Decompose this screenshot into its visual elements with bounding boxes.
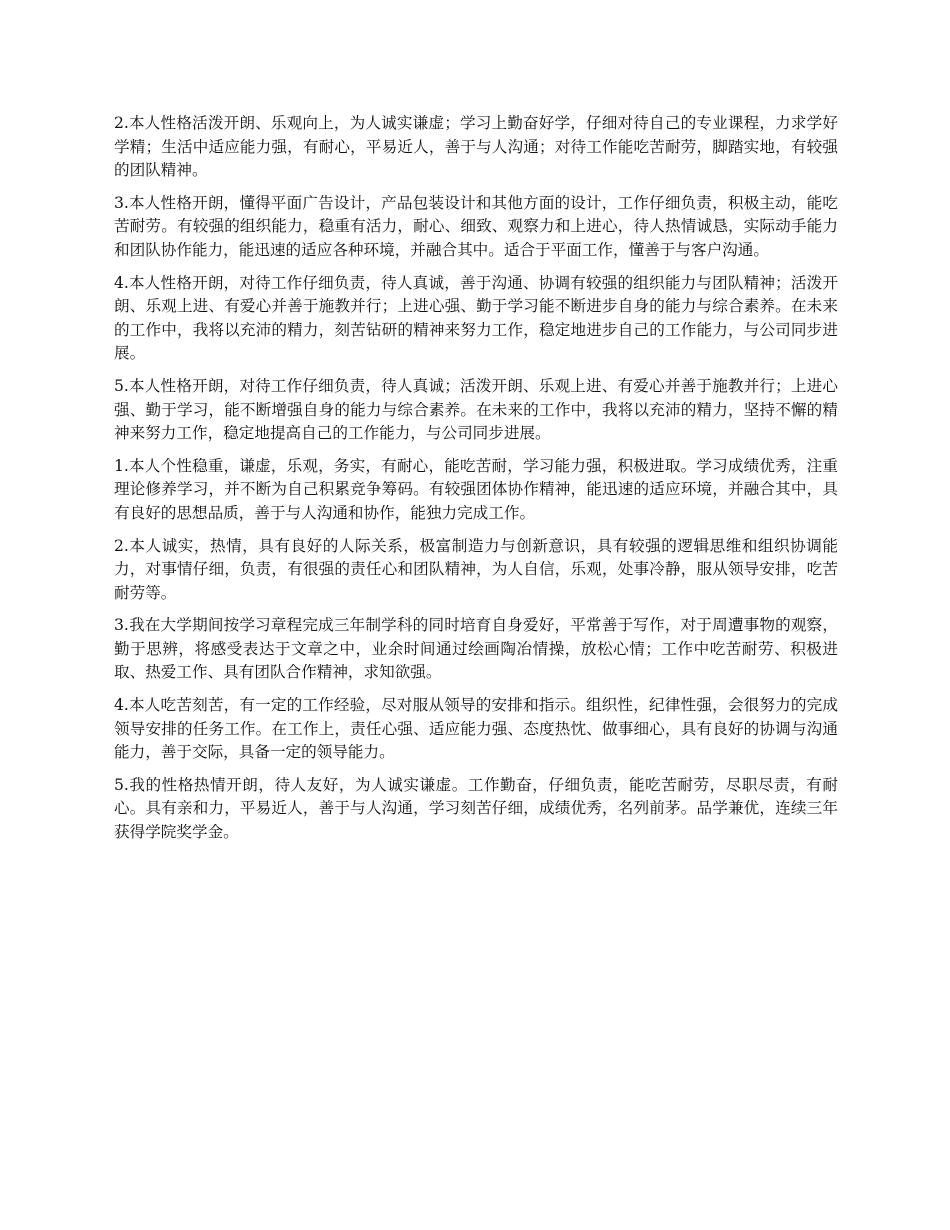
paragraph-1: 2.本人性格活泼开朗、乐观向上，为人诚实谦虚；学习上勤奋好学，仔细对待自己的专业课程，力求学好学精；生活中适应能力强，有耐心，平易近人，善于与人沟通；对待工作能吃苦耐劳，脚踏实地，有较强的团队精神。 bbox=[114, 114, 838, 180]
paragraph-8: 4.本人吃苦刻苦，有一定的工作经验，尽对服从领导的安排和指示。组织性，纪律性强，会很努力的完成领导安排的任务工作。在工作上，责任心强、适应能力强、态度热忱、做事细心，具有良好的协调与沟通能力，善于交际，具备一定的领导能力。 bbox=[114, 696, 838, 762]
paragraph-3: 4.本人性格开朗，对待工作仔细负责，待人真诚，善于沟通、协调有较强的组织能力与团队精神；活泼开朗、乐观上进、有爱心并善于施教并行；上进心强、勤于学习能不断进步自身的能力与综合素养。在未来的工作中，我将以充沛的精力，刻苦钻研的精神来努力工作，稳定地进步自己的工作能力，与公司同步进展。 bbox=[114, 273, 838, 363]
paragraph-9: 5.我的性格热情开朗，待人友好，为人诚实谦虚。工作勤奋，仔细负责，能吃苦耐劳，尽职尽责，有耐心。具有亲和力，平易近人，善于与人沟通，学习刻苦仔细，成绩优秀，名列前茅。品学兼优，连续三年获得学院奖学金。 bbox=[114, 775, 838, 842]
paragraph-4: 5.本人性格开朗，对待工作仔细负责，待人真诚；活泼开朗、乐观上进、有爱心并善于施教并行；上进心强、勤于学习，能不断增强自身的能力与综合素养。在未来的工作中，我将以充沛的精力，坚持不懈的精神来努力工作，稳定地提高自己的工作能力，与公司同步进展。 bbox=[114, 376, 838, 443]
paragraph-6: 2.本人诚实，热情，具有良好的人际关系，极富制造力与创新意识，具有较强的逻辑思维和组织协调能力，对事情仔细，负责，有很强的责任心和团队精神，为人自信，乐观，处事冷静，服从领导安排，吃苦耐劳等。 bbox=[114, 536, 838, 602]
document-body bbox=[114, 112, 838, 854]
paragraph-7: 3.我在大学期间按学习章程完成三年制学科的同时培育自身爱好，平常善于写作，对于周遭事物的观察，勤于思辨，将感受表达于文章之中，业余时间通过绘画陶冶情操，放松心情；工作中吃苦耐劳、积极进取、热爱工作、具有团队合作精神，求知欲强。 bbox=[114, 616, 838, 682]
paragraph-2: 3.本人性格开朗，懂得平面广告设计，产品包装设计和其他方面的设计，工作仔细负责，积极主动，能吃苦耐劳。有较强的组织能力，稳重有活力，耐心、细致、观察力和上进心，待人热情诚恳，实际动手能力和团队协作能力，能迅速的适应各种环境，并融合其中。适合于平面工作，懂善于与客户沟通。 bbox=[114, 193, 838, 259]
paragraph-5: 1.本人个性稳重，谦虚，乐观，务实，有耐心，能吃苦耐，学习能力强，积极进取。学习成绩优秀，注重理论修养学习，并不断为自己积累竞争筹码。有较强团体协作精神，能迅速的适应环境，并融合其中，具有良好的思想品质，善于与人沟通和协作，能独力完成工作。 bbox=[114, 456, 838, 522]
